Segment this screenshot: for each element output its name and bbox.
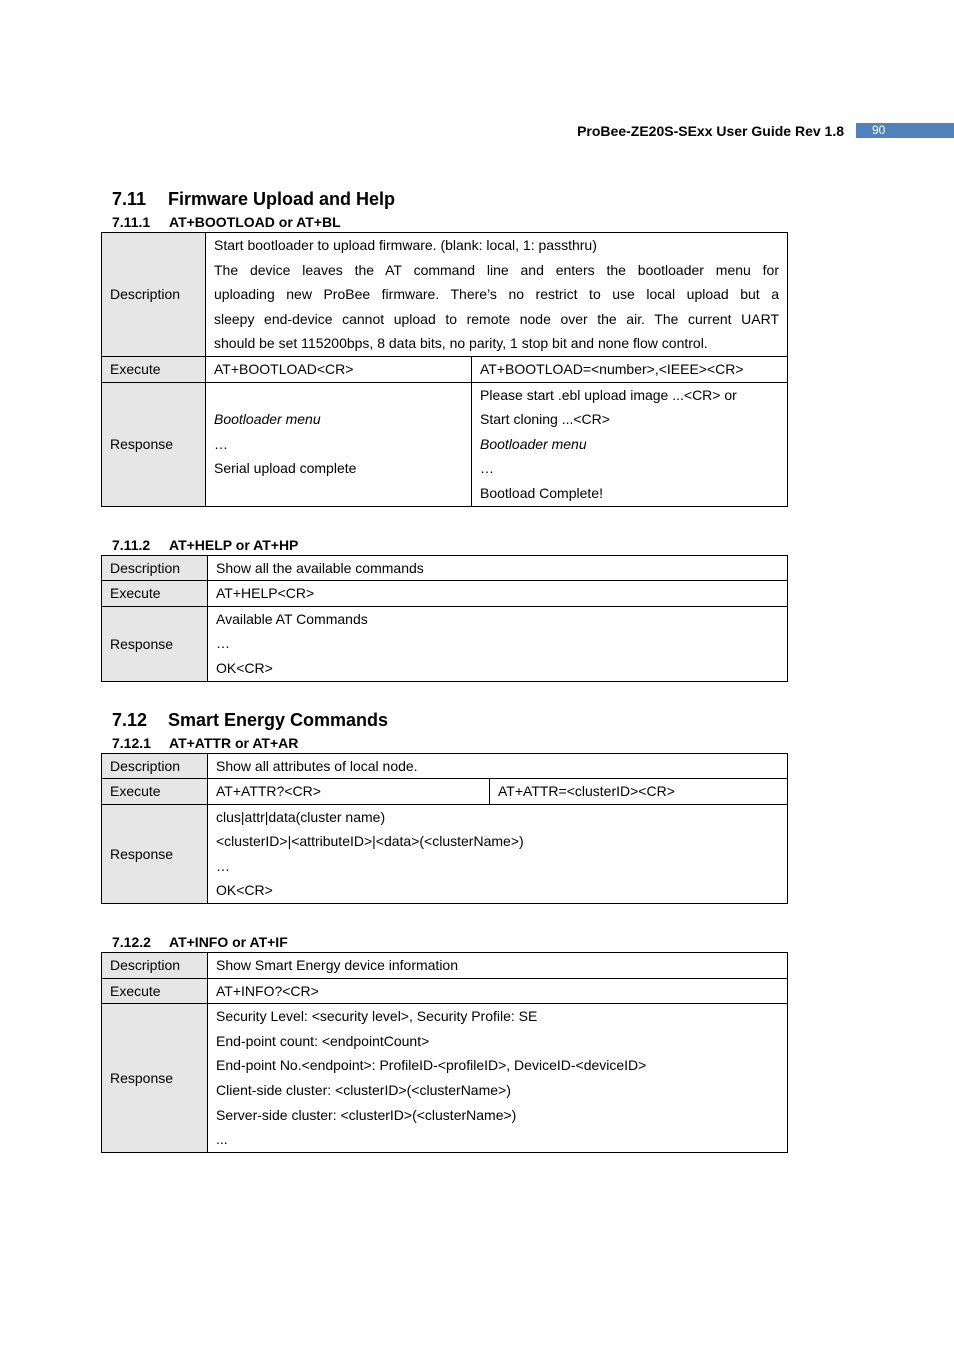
document-title: ProBee-ZE20S-SExx User Guide Rev 1.8 <box>577 123 844 139</box>
execute-cell-remote: AT+BOOTLOAD=<number>,<IEEE><CR> <box>472 356 788 382</box>
execute-cell-query: AT+ATTR?<CR> <box>208 779 490 805</box>
info-command-table <box>101 952 788 1153</box>
description-cell: Show all the available commands <box>208 555 788 581</box>
table-row <box>102 356 788 382</box>
bootload-command-table <box>101 232 788 507</box>
table-row <box>102 581 788 607</box>
page-content <box>101 186 787 1153</box>
response-cell: Security Level: <security level>, Security Profile: SE End-point count: <endpointCount> End-point No.<endpoint>: ProfileID-<profileID>, DeviceID-<deviceID> Client-side cluster: <clusterID>(<clusterName>) Server-side cluster: <clusterID>(<clusterName>) ... <box>208 1004 788 1153</box>
table-row <box>102 779 788 805</box>
description-label: Description <box>102 233 206 357</box>
response-label: Response <box>102 804 208 903</box>
response-cell-remote: Please start .ebl upload image ...<CR> or Start cloning ...<CR> Bootloader menu … Bootload Complete! <box>472 382 788 506</box>
subsection-heading-7-12-2: 7.12.2 AT+INFO or AT+IF <box>112 934 288 951</box>
subsection-heading-7-12-1: 7.12.1 AT+ATTR or AT+AR <box>112 734 299 751</box>
execute-cell: AT+INFO?<CR> <box>208 978 788 1004</box>
table-row <box>102 953 788 979</box>
response-cell-local: Bootloader menu … Serial upload complete <box>206 382 472 506</box>
attr-command-table <box>101 753 788 905</box>
description-cell: Show Smart Energy device information <box>208 953 788 979</box>
page-number: 90 <box>856 123 954 138</box>
execute-cell: AT+HELP<CR> <box>208 581 788 607</box>
response-cell: clus|attr|data(cluster name) <clusterID>|<attributeID>|<data>(<clusterName>) … OK<CR> <box>208 804 788 903</box>
table-row <box>102 978 788 1004</box>
table-row <box>102 233 788 357</box>
execute-label: Execute <box>102 779 208 805</box>
description-cell: Show all attributes of local node. <box>208 753 788 779</box>
response-cell: Available AT Commands … OK<CR> <box>208 606 788 681</box>
table-row <box>102 1004 788 1153</box>
response-label: Response <box>102 1004 208 1153</box>
execute-label: Execute <box>102 581 208 607</box>
table-row <box>102 753 788 779</box>
table-row <box>102 606 788 681</box>
table-row <box>102 382 788 506</box>
execute-cell-local: AT+BOOTLOAD<CR> <box>206 356 472 382</box>
table-row <box>102 804 788 903</box>
description-label: Description <box>102 953 208 979</box>
table-row <box>102 555 788 581</box>
description-cell: Start bootloader to upload firmware. (blank: local, 1: passthru) The device leaves the AT command line and enters the bootloader menu for uploading new ProBee firmware. There’s no restrict to use local upload but a sleepy end-device cannot upload to remote node over the air. The current UART should be set 115200bps, 8 data bits, no parity, 1 stop bit and none flow control. <box>206 233 788 357</box>
response-label: Response <box>102 606 208 681</box>
execute-cell-cluster: AT+ATTR=<clusterID><CR> <box>490 779 788 805</box>
execute-label: Execute <box>102 356 206 382</box>
page-header <box>0 122 954 140</box>
subsection-heading-7-11-1: 7.11.1 AT+BOOTLOAD or AT+BL <box>112 214 341 230</box>
execute-label: Execute <box>102 978 208 1004</box>
response-label: Response <box>102 382 206 506</box>
subsection-heading-7-11-2: 7.11.2 AT+HELP or AT+HP <box>112 536 299 553</box>
description-label: Description <box>102 753 208 779</box>
description-label: Description <box>102 555 208 581</box>
help-command-table <box>101 555 788 682</box>
section-heading-7-12: 7.12 Smart Energy Commands <box>112 709 389 730</box>
section-heading-7-11: 7.11 Firmware Upload and Help <box>112 189 396 209</box>
